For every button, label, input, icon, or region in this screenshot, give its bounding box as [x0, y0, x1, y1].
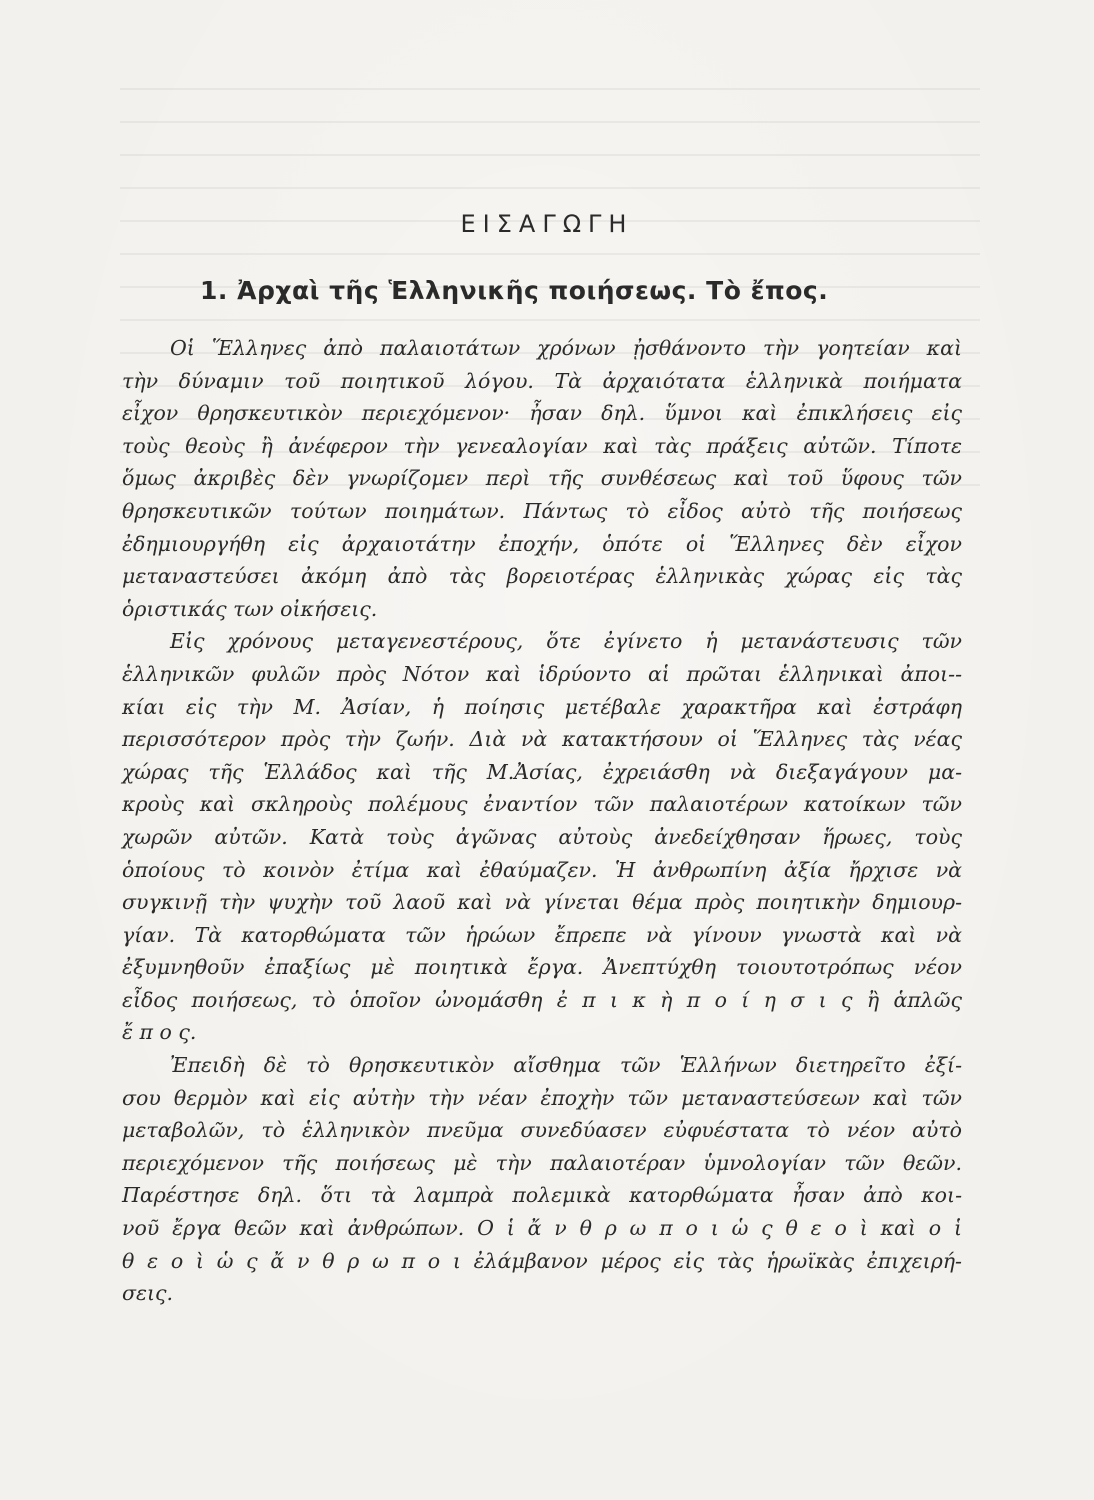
- text-line: ὁριστικάς των οἰκήσεις.: [122, 596, 378, 621]
- text-line: τὴν δύναμιν τοῦ ποιητικοῦ λόγου. Τὰ ἀρχαιότατα ἑλληνικὰ ποιήματα: [122, 368, 962, 393]
- text-line: μεταναστεύσει ἀκόμη ἀπὸ τὰς βορειοτέρας ἑλληνικὰς χώρας εἰς τὰς: [122, 564, 962, 589]
- text-line: ἐξυμνηθοῦν ἐπαξίως μὲ ποιητικὰ ἔργα. Ἀνεπτύχθη τοιουτοτρόπως νέον: [122, 955, 962, 980]
- text-line: ὅμως ἀκριβὲς δὲν γνωρίζομεν περὶ τῆς συνθέσεως καὶ τοῦ ὕφους τῶν: [122, 466, 962, 491]
- text-line: κίαι εἰς τὴν Μ. Ἀσίαν, ἡ ποίησις μετέβαλε χαρακτῆρα καὶ ἐστράφη: [122, 694, 962, 719]
- text-line: Εἰς χρόνους μεταγενεστέρους, ὅτε ἐγίνετο ἡ μετανάστευσις τῶν: [170, 629, 962, 654]
- text-line: Οἱ Ἕλληνες ἀπὸ παλαιοτάτων χρόνων ᾐσθάνοντο τὴν γοητείαν καὶ: [170, 336, 962, 360]
- text-line: συγκινῇ τὴν ψυχὴν τοῦ λαοῦ καὶ νὰ γίνεται θέμα πρὸς ποιητικὴν δημιουρ-: [122, 890, 962, 915]
- text-line: Ἐπειδὴ δὲ τὸ θρησκευτικὸν αἴσθημα τῶν Ἑλλήνων διετηρεῖτο ἐξί-: [170, 1053, 962, 1078]
- text-line: κροὺς καὶ σκληροὺς πολέμους ἐναντίον τῶν παλαιοτέρων κατοίκων τῶν: [122, 792, 962, 817]
- body-text: [122, 332, 962, 1310]
- text-line: χώρας τῆς Ἑλλάδος καὶ τῆς Μ.Ἀσίας, ἐχρειάσθη νὰ διεξαγάγουν μα-: [122, 759, 962, 784]
- text-line: ἐδημιουργήθη εἰς ἀρχαιοτάτην ἐποχήν, ὁπότε οἱ Ἕλληνες δὲν εἶχον: [122, 531, 962, 556]
- text-line: ἔ π ο ς.: [122, 1020, 197, 1045]
- text-line: εἶδος ποιήσεως, τὸ ὁποῖον ὠνομάσθη ἐ π ι κ ὴ π ο ί η σ ι ς ἢ ἁπλῶς: [122, 987, 962, 1012]
- text-line: γίαν. Τὰ κατορθώματα τῶν ἡρώων ἔπρεπε νὰ γίνουν γνωστὰ καὶ νὰ: [122, 922, 962, 947]
- text-line: χωρῶν αὐτῶν. Κατὰ τοὺς ἀγῶνας αὐτοὺς ἀνεδείχθησαν ἥρωες, τοὺς: [122, 824, 962, 849]
- section-title: 1. Ἀρχαὶ τῆς Ἑλληνικῆς ποιήσεως. Τὸ ἔπος.: [200, 276, 829, 305]
- text-line: ἑλληνικῶν φυλῶν πρὸς Νότον καὶ ἱδρύοντο αἱ πρῶται ἑλληνικαὶ ἀποι--: [122, 661, 962, 686]
- text-line: Παρέστησε δηλ. ὅτι τὰ λαμπρὰ πολεμικὰ κατορθώματα ἦσαν ἀπὸ κοι-: [122, 1183, 962, 1208]
- text-line: σεις.: [122, 1281, 174, 1306]
- text-line: ὁποίους τὸ κοινὸν ἐτίμα καὶ ἐθαύμαζεν. Ἡ ἀνθρωπίνη ἀξία ἤρχισε νὰ: [122, 857, 962, 882]
- text-line: σου θερμὸν καὶ εἰς αὐτὴν τὴν νέαν ἐποχὴν τῶν μεταναστεύσεων καὶ τῶν: [122, 1085, 962, 1110]
- chapter-heading: ΕΙΣΑΓΩΓΗ: [460, 210, 634, 238]
- text-line: μεταβολῶν, τὸ ἑλληνικὸν πνεῦμα συνεδύασεν εὐφυέστατα τὸ νέον αὐτὸ: [122, 1118, 962, 1143]
- text-line: τοὺς θεοὺς ἢ ἀνέφερον τὴν γενεαλογίαν καὶ τὰς πράξεις αὐτῶν. Τίποτε: [122, 433, 962, 458]
- text-line: περισσότερον πρὸς τὴν ζωήν. Διὰ νὰ κατακτήσουν οἱ Ἕλληνες τὰς νέας: [122, 727, 962, 752]
- text-line: περιεχόμενον τῆς ποιήσεως μὲ τὴν παλαιοτέραν ὑμνολογίαν τῶν θεῶν.: [122, 1150, 962, 1175]
- text-line: νοῦ ἔργα θεῶν καὶ ἀνθρώπων. Ο ἱ ἄ ν θ ρ ω π ο ι ὡ ς θ ε ο ὶ καὶ ο ἱ: [122, 1216, 962, 1241]
- text-line: εἶχον θρησκευτικὸν περιεχόμενον· ἦσαν δηλ. ὕμνοι καὶ ἐπικλήσεις εἰς: [122, 401, 962, 426]
- text-line: θ ε ο ὶ ὡ ς ἄ ν θ ρ ω π ο ι ἐλάμβανον μέρος εἰς τὰς ἡρωϊκὰς ἐπιχειρή-: [122, 1248, 962, 1273]
- text-line: θρησκευτικῶν τούτων ποιημάτων. Πάντως τὸ εἶδος αὐτὸ τῆς ποιήσεως: [122, 498, 962, 523]
